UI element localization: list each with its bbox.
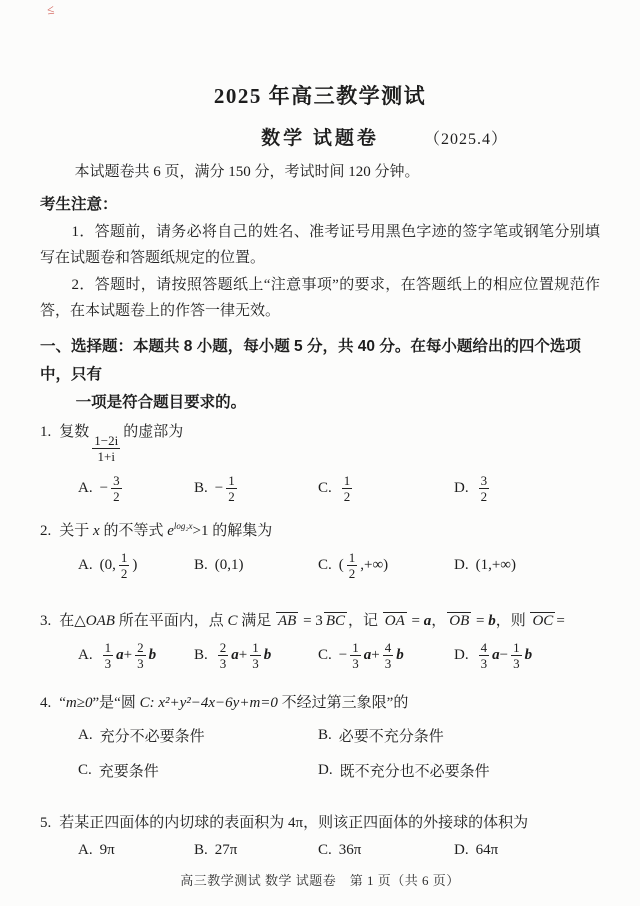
question-1-text-tail: 的虚部为 bbox=[123, 424, 184, 440]
fraction-numerator: 1−2i bbox=[94, 433, 119, 449]
question-3-options bbox=[40, 640, 600, 672]
vector-ob: OB bbox=[449, 613, 470, 630]
page-footer: 高三教学测试 数学 试题卷 第 1 页（共 6 页） bbox=[180, 872, 460, 888]
question-2-text: 关于 bbox=[59, 523, 94, 540]
interval-text: (0,1) bbox=[214, 556, 244, 573]
option-text: 64π bbox=[475, 841, 499, 858]
option-4d bbox=[318, 760, 600, 781]
fraction bbox=[226, 473, 237, 505]
option-text: 9π bbox=[99, 841, 115, 858]
question-4-number: 4. bbox=[40, 695, 52, 712]
fraction bbox=[383, 640, 394, 672]
option-label: C. bbox=[318, 556, 332, 573]
notice-item-2: 2．答题时，请按照答题纸上“注意事项”的要求，在答题纸上的相应位置规范作答，在本试题卷上的作答一律无效。 bbox=[40, 277, 600, 319]
question-4 bbox=[40, 693, 600, 781]
fraction bbox=[135, 640, 146, 672]
option-label: A. bbox=[78, 480, 93, 497]
fraction-denominator: 2 bbox=[228, 489, 235, 505]
question-3-stem bbox=[40, 611, 600, 631]
option-label: A. bbox=[78, 646, 93, 663]
math-vector-b: b bbox=[396, 646, 404, 663]
option-label: B. bbox=[194, 480, 208, 497]
math-vector-b: b bbox=[488, 613, 496, 630]
option-1b bbox=[194, 473, 318, 505]
fraction bbox=[119, 550, 130, 582]
option-3d bbox=[454, 640, 600, 672]
fraction-denominator: 3 bbox=[219, 655, 227, 671]
option-label: B. bbox=[194, 556, 208, 573]
page-title: 2025 年高三教学测试 bbox=[213, 84, 427, 108]
fraction bbox=[347, 550, 358, 582]
fraction-numerator: 3 bbox=[113, 472, 120, 488]
question-5-stem bbox=[40, 813, 600, 833]
notice-item-1: 1．答题前，请务必将自己的姓名、准考证号用黑色字迹的签字笔或钢笔分别填写在试题卷和答题纸规定的位置。 bbox=[40, 224, 600, 266]
fraction-denominator: 3 bbox=[352, 655, 359, 671]
page-content bbox=[0, 80, 640, 889]
question-3-text: ， bbox=[431, 613, 447, 630]
option-label: A. bbox=[78, 841, 93, 858]
option-label: D. bbox=[454, 841, 469, 858]
question-4-stem bbox=[40, 693, 600, 713]
question-2-text-tail: >1 的解集为 bbox=[192, 523, 273, 540]
question-1-stem bbox=[40, 422, 600, 465]
option-3a bbox=[78, 640, 194, 672]
interval-close: ) bbox=[132, 556, 138, 573]
fraction-numerator: 3 bbox=[480, 472, 488, 488]
question-4-text-tail: 不经过第三象限”的 bbox=[281, 695, 409, 712]
fraction-denominator: 3 bbox=[480, 655, 488, 671]
vector-ab: AB bbox=[278, 613, 297, 630]
fraction bbox=[250, 640, 261, 672]
option-2b bbox=[194, 550, 318, 582]
option-label: B. bbox=[194, 646, 208, 663]
fraction-denominator: 3 bbox=[384, 655, 392, 671]
math-vector-a: a bbox=[231, 646, 239, 663]
operator: + bbox=[371, 646, 380, 663]
red-pen-mark: ≤ bbox=[45, 1, 54, 18]
option-label: C. bbox=[318, 480, 332, 497]
fraction bbox=[350, 640, 361, 672]
fraction bbox=[218, 640, 229, 672]
option-label: C. bbox=[78, 762, 92, 779]
fraction-numerator: 1 bbox=[120, 549, 128, 565]
fraction-numerator: 1 bbox=[352, 639, 359, 655]
math-circle-c: C: bbox=[139, 695, 155, 712]
fraction-numerator: 1 bbox=[348, 549, 356, 565]
fraction-denominator: 3 bbox=[252, 655, 259, 671]
option-1c bbox=[318, 473, 454, 505]
notice-heading: 考生注意： bbox=[40, 196, 118, 213]
question-1 bbox=[40, 422, 600, 504]
question-5-options bbox=[40, 842, 600, 859]
question-1-number: 1. bbox=[40, 424, 52, 440]
option-5b bbox=[194, 842, 318, 859]
interval-text: (1,+∞) bbox=[475, 556, 516, 573]
math-vector-b: b bbox=[263, 646, 272, 663]
minus-sign: − bbox=[214, 480, 224, 497]
option-label: D. bbox=[454, 480, 469, 497]
fraction bbox=[479, 640, 490, 672]
question-3-text: 满足 bbox=[237, 613, 276, 630]
subject-title: 数学 试题卷 bbox=[261, 128, 379, 149]
math-vector-a: a bbox=[363, 646, 372, 663]
question-1-text: 复数 bbox=[59, 424, 90, 440]
option-4a bbox=[78, 725, 318, 746]
section-heading-line2: 一项是符合题目要求的。 bbox=[75, 394, 247, 411]
option-label: D. bbox=[454, 556, 469, 573]
question-3-number: 3. bbox=[40, 613, 52, 630]
fraction-numerator: 1 bbox=[228, 472, 235, 488]
operator: + bbox=[123, 646, 133, 663]
option-2a bbox=[78, 550, 194, 582]
option-label: B. bbox=[194, 841, 208, 858]
math-exponent: log₂x bbox=[173, 521, 193, 532]
fraction-numerator: 2 bbox=[137, 639, 144, 655]
fraction-denominator: 2 bbox=[348, 565, 356, 581]
vector-bc: BC bbox=[325, 613, 345, 630]
fraction-denominator: 2 bbox=[343, 489, 351, 505]
minus-sign: − bbox=[99, 480, 109, 497]
section-heading-line1: 一、选择题：本题共 8 小题，每小题 5 分，共 40 分。在每小题给出的四个选项中，只有 bbox=[40, 338, 581, 383]
fraction-denominator: 2 bbox=[113, 489, 120, 505]
option-4c bbox=[78, 760, 318, 781]
interval-close: ,+∞) bbox=[360, 556, 389, 573]
fraction-numerator: 1 bbox=[252, 639, 259, 655]
question-4-options bbox=[40, 725, 600, 781]
option-label: A. bbox=[78, 556, 93, 573]
question-3 bbox=[40, 611, 600, 671]
math-var-x: x bbox=[93, 523, 100, 540]
date-note: （2025.4） bbox=[424, 131, 509, 148]
option-label: A. bbox=[78, 727, 93, 744]
math-vector-b: b bbox=[148, 646, 157, 663]
math-vector-a: a bbox=[492, 646, 500, 663]
option-label: B. bbox=[318, 727, 332, 744]
question-2-number: 2. bbox=[40, 523, 52, 540]
fraction-denominator: 3 bbox=[137, 655, 144, 671]
option-text: 必要不充分条件 bbox=[338, 729, 444, 746]
question-2-options bbox=[40, 550, 600, 582]
fraction-numerator: 4 bbox=[384, 639, 392, 655]
question-1-options bbox=[40, 473, 600, 505]
option-label: D. bbox=[318, 762, 333, 779]
interval-open: (0, bbox=[99, 556, 116, 573]
option-label: C. bbox=[318, 646, 332, 663]
equals-sign: = bbox=[556, 613, 565, 630]
fraction bbox=[103, 640, 114, 672]
open-quote: “ bbox=[59, 695, 66, 712]
math-vector-a: a bbox=[423, 613, 432, 630]
fraction-denominator: 3 bbox=[513, 655, 520, 671]
section-one-heading bbox=[40, 333, 600, 417]
option-4b bbox=[318, 725, 600, 746]
fraction bbox=[342, 473, 353, 505]
interval-open: ( bbox=[338, 556, 344, 573]
fraction-numerator: 1 bbox=[513, 639, 520, 655]
option-3c bbox=[318, 640, 454, 672]
option-text: 36π bbox=[338, 841, 362, 858]
exam-info-line: 本试题卷共 6 页，满分 150 分，考试时间 120 分钟。 bbox=[74, 164, 420, 180]
option-text: 27π bbox=[214, 841, 238, 858]
fraction-denominator: 2 bbox=[480, 489, 488, 505]
option-text: 充要条件 bbox=[98, 764, 159, 781]
option-3b bbox=[194, 640, 318, 672]
option-1a bbox=[78, 473, 194, 505]
fraction bbox=[92, 433, 120, 465]
operator: − bbox=[499, 646, 509, 663]
fraction bbox=[111, 473, 122, 505]
option-2c bbox=[318, 550, 454, 582]
fraction-denominator: 2 bbox=[120, 565, 128, 581]
option-text: 既不充分也不必要条件 bbox=[339, 764, 490, 781]
minus-sign: − bbox=[338, 646, 348, 663]
question-5 bbox=[40, 813, 600, 858]
fraction bbox=[479, 473, 490, 505]
question-2-stem bbox=[40, 520, 600, 541]
option-label: C. bbox=[318, 841, 332, 858]
fraction-numerator: 1 bbox=[104, 639, 112, 655]
question-5-number: 5. bbox=[40, 815, 52, 832]
math-vector-b: b bbox=[524, 646, 533, 663]
question-3-text: ，记 bbox=[347, 613, 382, 630]
fraction-numerator: 2 bbox=[219, 639, 227, 655]
question-3-text: 在△ bbox=[59, 613, 86, 630]
option-5c bbox=[318, 842, 454, 859]
option-5a bbox=[78, 842, 194, 859]
question-3-text: 所在平面内，点 bbox=[114, 613, 228, 630]
math-point-c: C bbox=[227, 613, 238, 630]
fraction-numerator: 4 bbox=[480, 639, 488, 655]
equals-sign: = bbox=[407, 613, 424, 630]
math-circle-equation: x²+y²−4x−6y+m=0 bbox=[154, 695, 282, 712]
question-5-text: 若某正四面体的内切球的表面积为 4π，则该正四面体的外接球的体积为 bbox=[59, 815, 529, 832]
fraction bbox=[511, 640, 522, 672]
question-2 bbox=[40, 520, 600, 581]
equals-sign: = bbox=[472, 613, 489, 630]
math-vector-a: a bbox=[116, 646, 124, 663]
math-condition-m: m≥0 bbox=[65, 695, 93, 712]
vector-oc: OC bbox=[532, 613, 554, 630]
option-text: 充分不必要条件 bbox=[99, 729, 205, 746]
option-5d bbox=[454, 842, 600, 859]
fraction-numerator: 1 bbox=[343, 472, 351, 488]
option-2d bbox=[454, 550, 600, 582]
equals-3: = 3 bbox=[299, 613, 323, 630]
fraction-denominator: 3 bbox=[104, 655, 112, 671]
option-1d bbox=[454, 473, 600, 505]
math-triangle-oab: OAB bbox=[85, 613, 115, 630]
subtitle-row bbox=[40, 123, 600, 149]
math-e-base: e bbox=[167, 523, 174, 540]
vector-oa: OA bbox=[384, 613, 405, 630]
fraction-denominator: 1+i bbox=[92, 448, 120, 464]
question-4-text: ”是“圆 bbox=[92, 695, 140, 712]
question-3-text: ，则 bbox=[495, 613, 530, 630]
option-label: D. bbox=[454, 646, 469, 663]
question-2-text: 的不等式 bbox=[99, 523, 168, 540]
operator: + bbox=[238, 646, 248, 663]
